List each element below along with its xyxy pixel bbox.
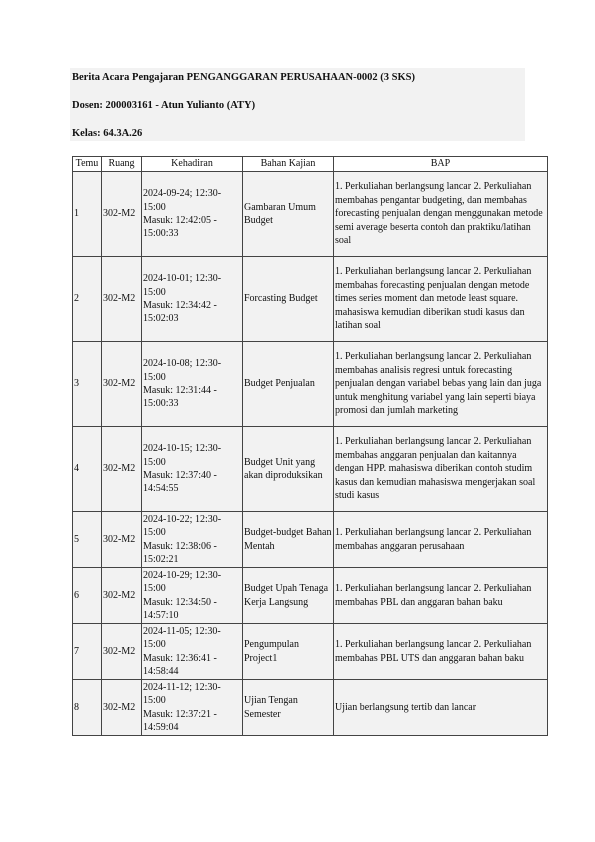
table-row	[73, 172, 548, 257]
cell-bap: 1. Perkuliahan berlangsung lancar 2. Perkuliahan membahas PBL UTS dan anggaran bahan baku	[334, 624, 548, 680]
schedule-text: 2024-11-05; 12:30-15:00	[143, 625, 221, 651]
cell-bahan-kajian: Budget Unit yang akan diproduksikan	[243, 427, 334, 512]
cell-kehadiran	[142, 342, 243, 427]
attendance-table	[72, 156, 548, 736]
cell-ruang: 302-M2	[102, 342, 142, 427]
column-header-bahan-kajian: Bahan Kajian	[243, 157, 334, 172]
schedule-text: 2024-10-08; 12:30-15:00	[143, 358, 222, 383]
cell-bahan-kajian: Forcasting Budget	[243, 257, 334, 342]
cell-bahan-kajian: Budget Upah Tenaga Kerja Langsung	[243, 568, 334, 624]
column-header-bap: BAP	[334, 157, 548, 172]
cell-kehadiran	[142, 257, 243, 342]
cell-ruang: 302-M2	[102, 568, 142, 624]
table-row	[73, 342, 548, 427]
checkin-text: Masuk: 12:37:40 - 14:54:55	[143, 470, 217, 495]
checkin-text: Masuk: 12:34:42 - 15:02:03	[143, 300, 217, 325]
cell-bap: Ujian berlangsung tertib dan lancar	[334, 680, 548, 736]
cell-kehadiran	[142, 512, 243, 568]
cell-bahan-kajian: Gambaran Umum Budget	[243, 172, 334, 257]
schedule-text: 2024-11-12; 12:30-15:00	[143, 681, 221, 707]
checkin-text: Masuk: 12:38:06 - 15:02:21	[143, 540, 217, 565]
table-row	[73, 427, 548, 512]
schedule-text: 2024-09-24; 12:30-15:00	[143, 188, 222, 213]
cell-bap: 1. Perkuliahan berlangsung lancar 2. Perkuliahan membahas analisis regresi untuk forecasting penjualan dengan variabel bebas yang lain dan juga untuk menghitung variabel yang lain seperti biaya promosi dan jumlah marketing	[334, 342, 548, 427]
cell-temu: 6	[73, 568, 102, 624]
class-line: Kelas: 64.3A.26	[72, 128, 143, 139]
cell-temu: 8	[73, 680, 102, 736]
checkin-text: Masuk: 12:31:44 - 15:00:33	[143, 385, 217, 410]
column-header-temu: Temu	[73, 157, 102, 172]
table-header-row	[73, 157, 548, 172]
cell-bahan-kajian: Budget Penjualan	[243, 342, 334, 427]
cell-ruang: 302-M2	[102, 257, 142, 342]
cell-ruang: 302-M2	[102, 680, 142, 736]
schedule-text: 2024-10-22; 12:30-15:00	[143, 513, 222, 539]
cell-kehadiran	[142, 680, 243, 736]
checkin-text: Masuk: 12:36:41 - 14:58:44	[143, 652, 217, 677]
cell-ruang: 302-M2	[102, 427, 142, 512]
cell-kehadiran	[142, 568, 243, 624]
document-title: Berita Acara Pengajaran PENGANGGARAN PERUSAHAAN-0002 (3 SKS)	[72, 72, 415, 83]
table-row	[73, 624, 548, 680]
checkin-text: Masuk: 12:42:05 - 15:00:33	[143, 215, 217, 240]
cell-bap: 1. Perkuliahan berlangsung lancar 2. Perkuliahan membahas PBL dan anggaran bahan baku	[334, 568, 548, 624]
cell-kehadiran	[142, 624, 243, 680]
cell-ruang: 302-M2	[102, 624, 142, 680]
table-row	[73, 680, 548, 736]
cell-temu: 7	[73, 624, 102, 680]
column-header-ruang: Ruang	[102, 157, 142, 172]
cell-bahan-kajian: Pengumpulan Project1	[243, 624, 334, 680]
checkin-text: Masuk: 12:34:50 - 14:57:10	[143, 596, 217, 621]
cell-ruang: 302-M2	[102, 172, 142, 257]
cell-temu: 2	[73, 257, 102, 342]
cell-bap: 1. Perkuliahan berlangsung lancar 2. Perkuliahan membahas anggaran penjualan dan kaitannya dengan HPP. mahasiswa diberikan contoh studim kasus dan kemudian mahasiswa mengerjakan soal studi kasus	[334, 427, 548, 512]
cell-temu: 5	[73, 512, 102, 568]
column-header-kehadiran: Kehadiran	[142, 157, 243, 172]
cell-kehadiran	[142, 427, 243, 512]
table-row	[73, 568, 548, 624]
cell-ruang: 302-M2	[102, 512, 142, 568]
schedule-text: 2024-10-29; 12:30-15:00	[143, 569, 222, 595]
schedule-text: 2024-10-15; 12:30-15:00	[143, 443, 222, 468]
cell-bap: 1. Perkuliahan berlangsung lancar 2. Perkuliahan membahas anggaran perusahaan	[334, 512, 548, 568]
table-row	[73, 257, 548, 342]
cell-temu: 1	[73, 172, 102, 257]
schedule-text: 2024-10-01; 12:30-15:00	[143, 273, 222, 298]
cell-temu: 4	[73, 427, 102, 512]
cell-bahan-kajian: Ujian Tengan Semester	[243, 680, 334, 736]
cell-bahan-kajian: Budget-budget Bahan Mentah	[243, 512, 334, 568]
cell-bap: 1. Perkuliahan berlangsung lancar 2. Perkuliahan membahas forecasting penjualan dengan metode times series moment dan metode least square. mahasiswa kemudian diberikan studi kasus dan latihan soal	[334, 257, 548, 342]
cell-temu: 3	[73, 342, 102, 427]
table-row	[73, 512, 548, 568]
cell-kehadiran	[142, 172, 243, 257]
lecturer-line: Dosen: 200003161 - Atun Yulianto (ATY)	[72, 100, 256, 111]
cell-bap: 1. Perkuliahan berlangsung lancar 2. Perkuliahan membahas pengantar budgeting, dan membahas forecasting penjualan dengan menggunakan metode semi average beserta contoh dan praktiku/latihan soal	[334, 172, 548, 257]
checkin-text: Masuk: 12:37:21 - 14:59:04	[143, 708, 217, 733]
